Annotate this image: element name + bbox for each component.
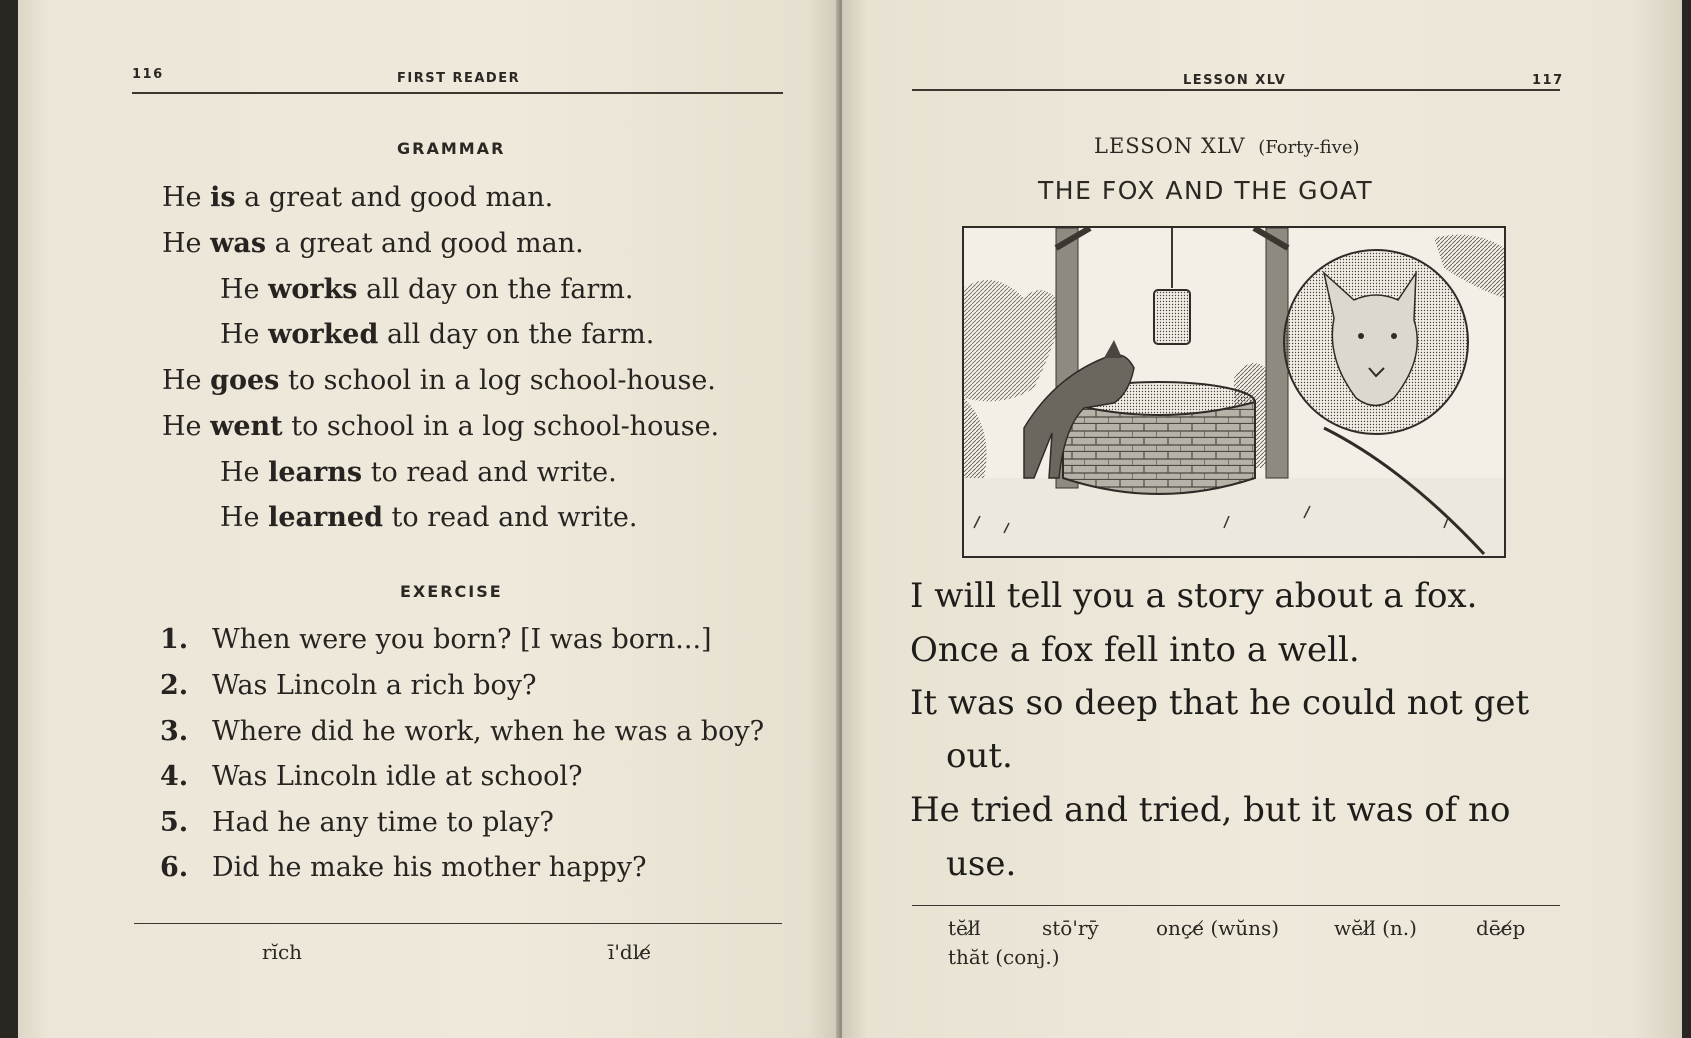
vocab-word: wĕll̸ (n.) <box>1334 916 1417 940</box>
grammar-line <box>220 319 654 350</box>
exercise-question: Where did he work, when he was a boy? <box>212 716 765 747</box>
grammar-line-text: He <box>220 457 269 488</box>
exercise-question: Had he any time to play? <box>212 807 554 838</box>
grammar-line <box>220 274 633 305</box>
exercise-number: 3. <box>160 716 189 747</box>
head-rule-left <box>132 92 783 94</box>
story-line: He tried and tried, but it was of no <box>910 790 1511 830</box>
fox-well-illustration <box>962 226 1506 558</box>
exercise-item <box>160 716 764 747</box>
grammar-line-text: He <box>220 319 269 350</box>
head-rule-right <box>912 89 1560 91</box>
grammar-line-text: He <box>220 502 269 533</box>
grammar-verb: works <box>268 274 358 305</box>
grammar-line <box>162 228 584 259</box>
grammar-line-text: to school in a log school-house. <box>279 365 716 396</box>
grammar-line-text: He <box>220 274 269 305</box>
vocab-word: dēe̸p <box>1476 916 1526 940</box>
grammar-verb: goes <box>210 365 280 396</box>
exercise-item <box>160 670 536 701</box>
story-line: Once a fox fell into a well. <box>910 630 1360 670</box>
exercise-question: Did he make his mother happy? <box>212 852 647 883</box>
exercise-number: 6. <box>160 852 189 883</box>
grammar-line-text: to read and write. <box>362 457 617 488</box>
grammar-verb: worked <box>268 319 379 350</box>
grammar-verb: was <box>210 228 267 259</box>
grammar-line <box>220 457 617 488</box>
story-line: use. <box>946 844 1017 884</box>
story-line: It was so deep that he could not get <box>910 683 1530 723</box>
exercise-number: 4. <box>160 761 189 792</box>
vocab-word: rĭch <box>262 940 303 964</box>
exercise-question: When were you born? [I was born...] <box>212 624 712 655</box>
grammar-line-text: He <box>162 228 211 259</box>
grammar-line-text: He <box>162 411 211 442</box>
exercise-question: Was Lincoln idle at school? <box>212 761 583 792</box>
footer-rule-right <box>912 905 1560 906</box>
vocab-word: stō'rȳ <box>1042 916 1099 940</box>
grammar-verb: learns <box>268 457 363 488</box>
vocab-word: onçe̸ (wŭns) <box>1156 916 1280 940</box>
grammar-title: GRAMMAR <box>397 139 506 158</box>
lesson-title: LESSON XLV <box>1094 134 1246 158</box>
exercise-number: 5. <box>160 807 189 838</box>
running-head-right: LESSON XLV <box>1183 73 1287 88</box>
grammar-line-text: all day on the farm. <box>378 319 655 350</box>
running-head-left: FIRST READER <box>397 71 521 86</box>
exercise-item <box>160 761 583 792</box>
grammar-line-text: He <box>162 182 211 213</box>
lesson-heading <box>1094 134 1360 158</box>
story-line: out. <box>946 736 1013 776</box>
grammar-line <box>162 411 719 442</box>
exercise-item <box>160 852 647 883</box>
footer-rule-left <box>134 923 782 924</box>
grammar-line <box>162 182 553 213</box>
grammar-verb: went <box>210 411 283 442</box>
exercise-number: 2. <box>160 670 189 701</box>
grammar-line-text: all day on the farm. <box>357 274 634 305</box>
vocab-word: ī'dle̸ <box>608 940 651 964</box>
story-title: THE FOX AND THE GOAT <box>1038 176 1374 205</box>
exercise-question: Was Lincoln a rich boy? <box>212 670 537 701</box>
exercise-item <box>160 807 554 838</box>
grammar-line-text: to school in a log school-house. <box>282 411 720 442</box>
page-number-right: 117 <box>1532 73 1564 88</box>
grammar-line-text: He <box>162 365 211 396</box>
vocab-word: thăt (conj.) <box>948 945 1060 969</box>
grammar-verb: learned <box>268 502 383 533</box>
grammar-line <box>220 502 638 533</box>
lesson-subtitle: (Forty-five) <box>1258 137 1360 158</box>
grammar-verb: is <box>210 182 236 213</box>
grammar-line-text: a great and good man. <box>235 182 554 213</box>
vocab-word: tĕll̸ <box>948 916 981 940</box>
exercise-title: EXERCISE <box>400 582 503 601</box>
page-number-left: 116 <box>132 67 164 82</box>
grammar-line-text: to read and write. <box>382 502 638 533</box>
grammar-line-text: a great and good man. <box>266 228 584 259</box>
exercise-number: 1. <box>160 624 189 655</box>
story-line: I will tell you a story about a fox. <box>910 576 1478 616</box>
exercise-item <box>160 624 712 655</box>
fox-well-picture <box>964 228 1504 556</box>
grammar-line <box>162 365 716 396</box>
